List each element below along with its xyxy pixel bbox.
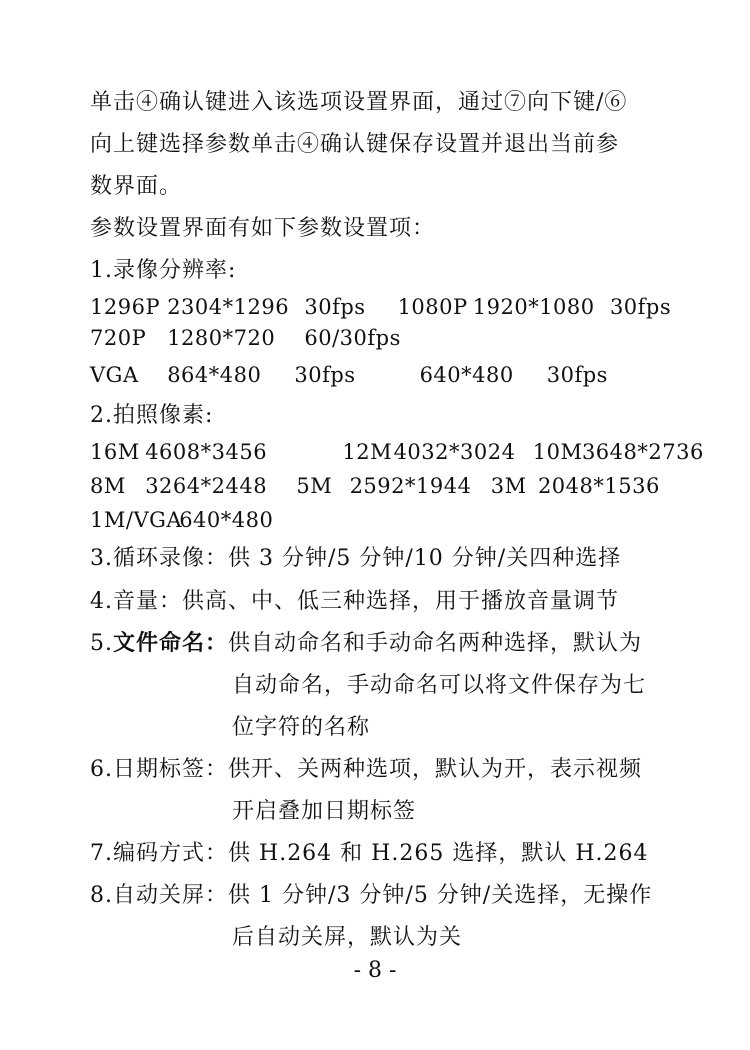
- fps-value: 60/30fps: [304, 326, 401, 350]
- resolution-value: 1920*1080: [472, 295, 595, 319]
- photo-resolution: 3264*2448: [145, 474, 268, 498]
- item-5-continuation-1: 自动命名，手动命名可以将文件保存为七: [232, 673, 647, 698]
- item-number: 5.: [90, 631, 113, 656]
- photo-resolution: 3648*2736: [581, 440, 704, 464]
- megapixel-label: 5M: [296, 474, 333, 498]
- item-2-heading: 2.拍照像素:: [90, 403, 214, 428]
- megapixel-label: 3M: [490, 474, 527, 498]
- item-8: [90, 875, 652, 917]
- item-text: 供 3 分钟/5 分钟/10 分钟/关四种选择: [228, 546, 622, 571]
- item-number: 6.: [90, 757, 113, 782]
- item-4: [90, 581, 619, 623]
- megapixel-label: 1M/VGA: [90, 508, 183, 532]
- resolution-value: 640*480: [419, 363, 514, 387]
- photo-resolution: 4608*3456: [145, 440, 268, 464]
- resolution-label: 720P: [90, 326, 147, 350]
- photo-resolution: 640*480: [179, 508, 274, 532]
- resolution-label: 1080P: [397, 295, 468, 319]
- item-number: 4.: [90, 589, 113, 614]
- item-label: 日期标签：: [113, 757, 229, 782]
- item-text: 供高、中、低三种选择，用于播放音量调节: [182, 589, 620, 614]
- item-text: 供 H.264 和 H.265 选择，默认 H.264: [228, 841, 649, 866]
- item-3: [90, 538, 621, 580]
- intro-line-1: 单击④确认键进入该选项设置界面，通过⑦向下键/⑥: [90, 90, 628, 115]
- item-number: 8.: [90, 883, 113, 908]
- megapixel-label: 16M: [90, 440, 140, 464]
- item-text: 供 1 分钟/3 分钟/5 分钟/关选择，无操作: [228, 883, 653, 908]
- megapixel-label: 8M: [90, 474, 126, 498]
- item-2-row-3: [90, 505, 273, 535]
- resolution-value: 864*480: [167, 363, 262, 387]
- resolution-value: 2304*1296: [167, 295, 290, 319]
- resolution-label: 1296P: [90, 295, 161, 319]
- item-1-row-2: [90, 323, 401, 353]
- item-2-row-1: [90, 437, 704, 467]
- item-5: [90, 623, 642, 665]
- item-1-row-1: [90, 292, 671, 322]
- item-1-heading: 1.录像分辨率:: [90, 258, 237, 283]
- item-5-continuation-2: 位字符的名称: [232, 715, 371, 740]
- megapixel-label: 10M: [532, 440, 583, 464]
- item-6-continuation: 开启叠加日期标签: [232, 799, 417, 824]
- item-number: 7.: [90, 841, 113, 866]
- item-7: [90, 833, 649, 875]
- item-text: 供开、关两种选项，默认为开，表示视频: [228, 757, 643, 782]
- photo-resolution: 2048*1536: [537, 474, 660, 498]
- megapixel-label: 12M: [342, 440, 393, 464]
- fps-value: 30fps: [609, 295, 672, 319]
- page-number: - 8 -: [353, 958, 397, 983]
- item-label: 循环录像：: [113, 546, 229, 571]
- fps-value: 30fps: [294, 363, 356, 387]
- resolution-value: 1280*720: [167, 326, 276, 350]
- item-2-row-2: [90, 471, 660, 501]
- item-label: 自动关屏：: [113, 883, 229, 908]
- item-number: 3.: [90, 546, 113, 571]
- item-label: 编码方式：: [113, 841, 229, 866]
- photo-resolution: 4032*3024: [393, 440, 516, 464]
- fps-value: 30fps: [546, 363, 608, 387]
- item-8-continuation: 后自动关屏，默认为关: [232, 925, 463, 950]
- item-6: [90, 749, 642, 791]
- intro-line-2: 向上键选择参数单击④确认键保存设置并退出当前参: [90, 132, 620, 157]
- item-text: 供自动命名和手动命名两种选择，默认为: [228, 631, 643, 656]
- photo-resolution: 2592*1944: [349, 474, 472, 498]
- intro-line-3: 数界面。: [90, 174, 183, 199]
- fps-value: 30fps: [304, 295, 366, 319]
- item-1-row-3: [90, 360, 608, 390]
- resolution-label: VGA: [90, 363, 139, 387]
- intro-line-4: 参数设置界面有如下参数设置项：: [90, 216, 436, 241]
- item-label: 音量：: [113, 589, 183, 614]
- item-label: 文件命名：: [113, 631, 229, 656]
